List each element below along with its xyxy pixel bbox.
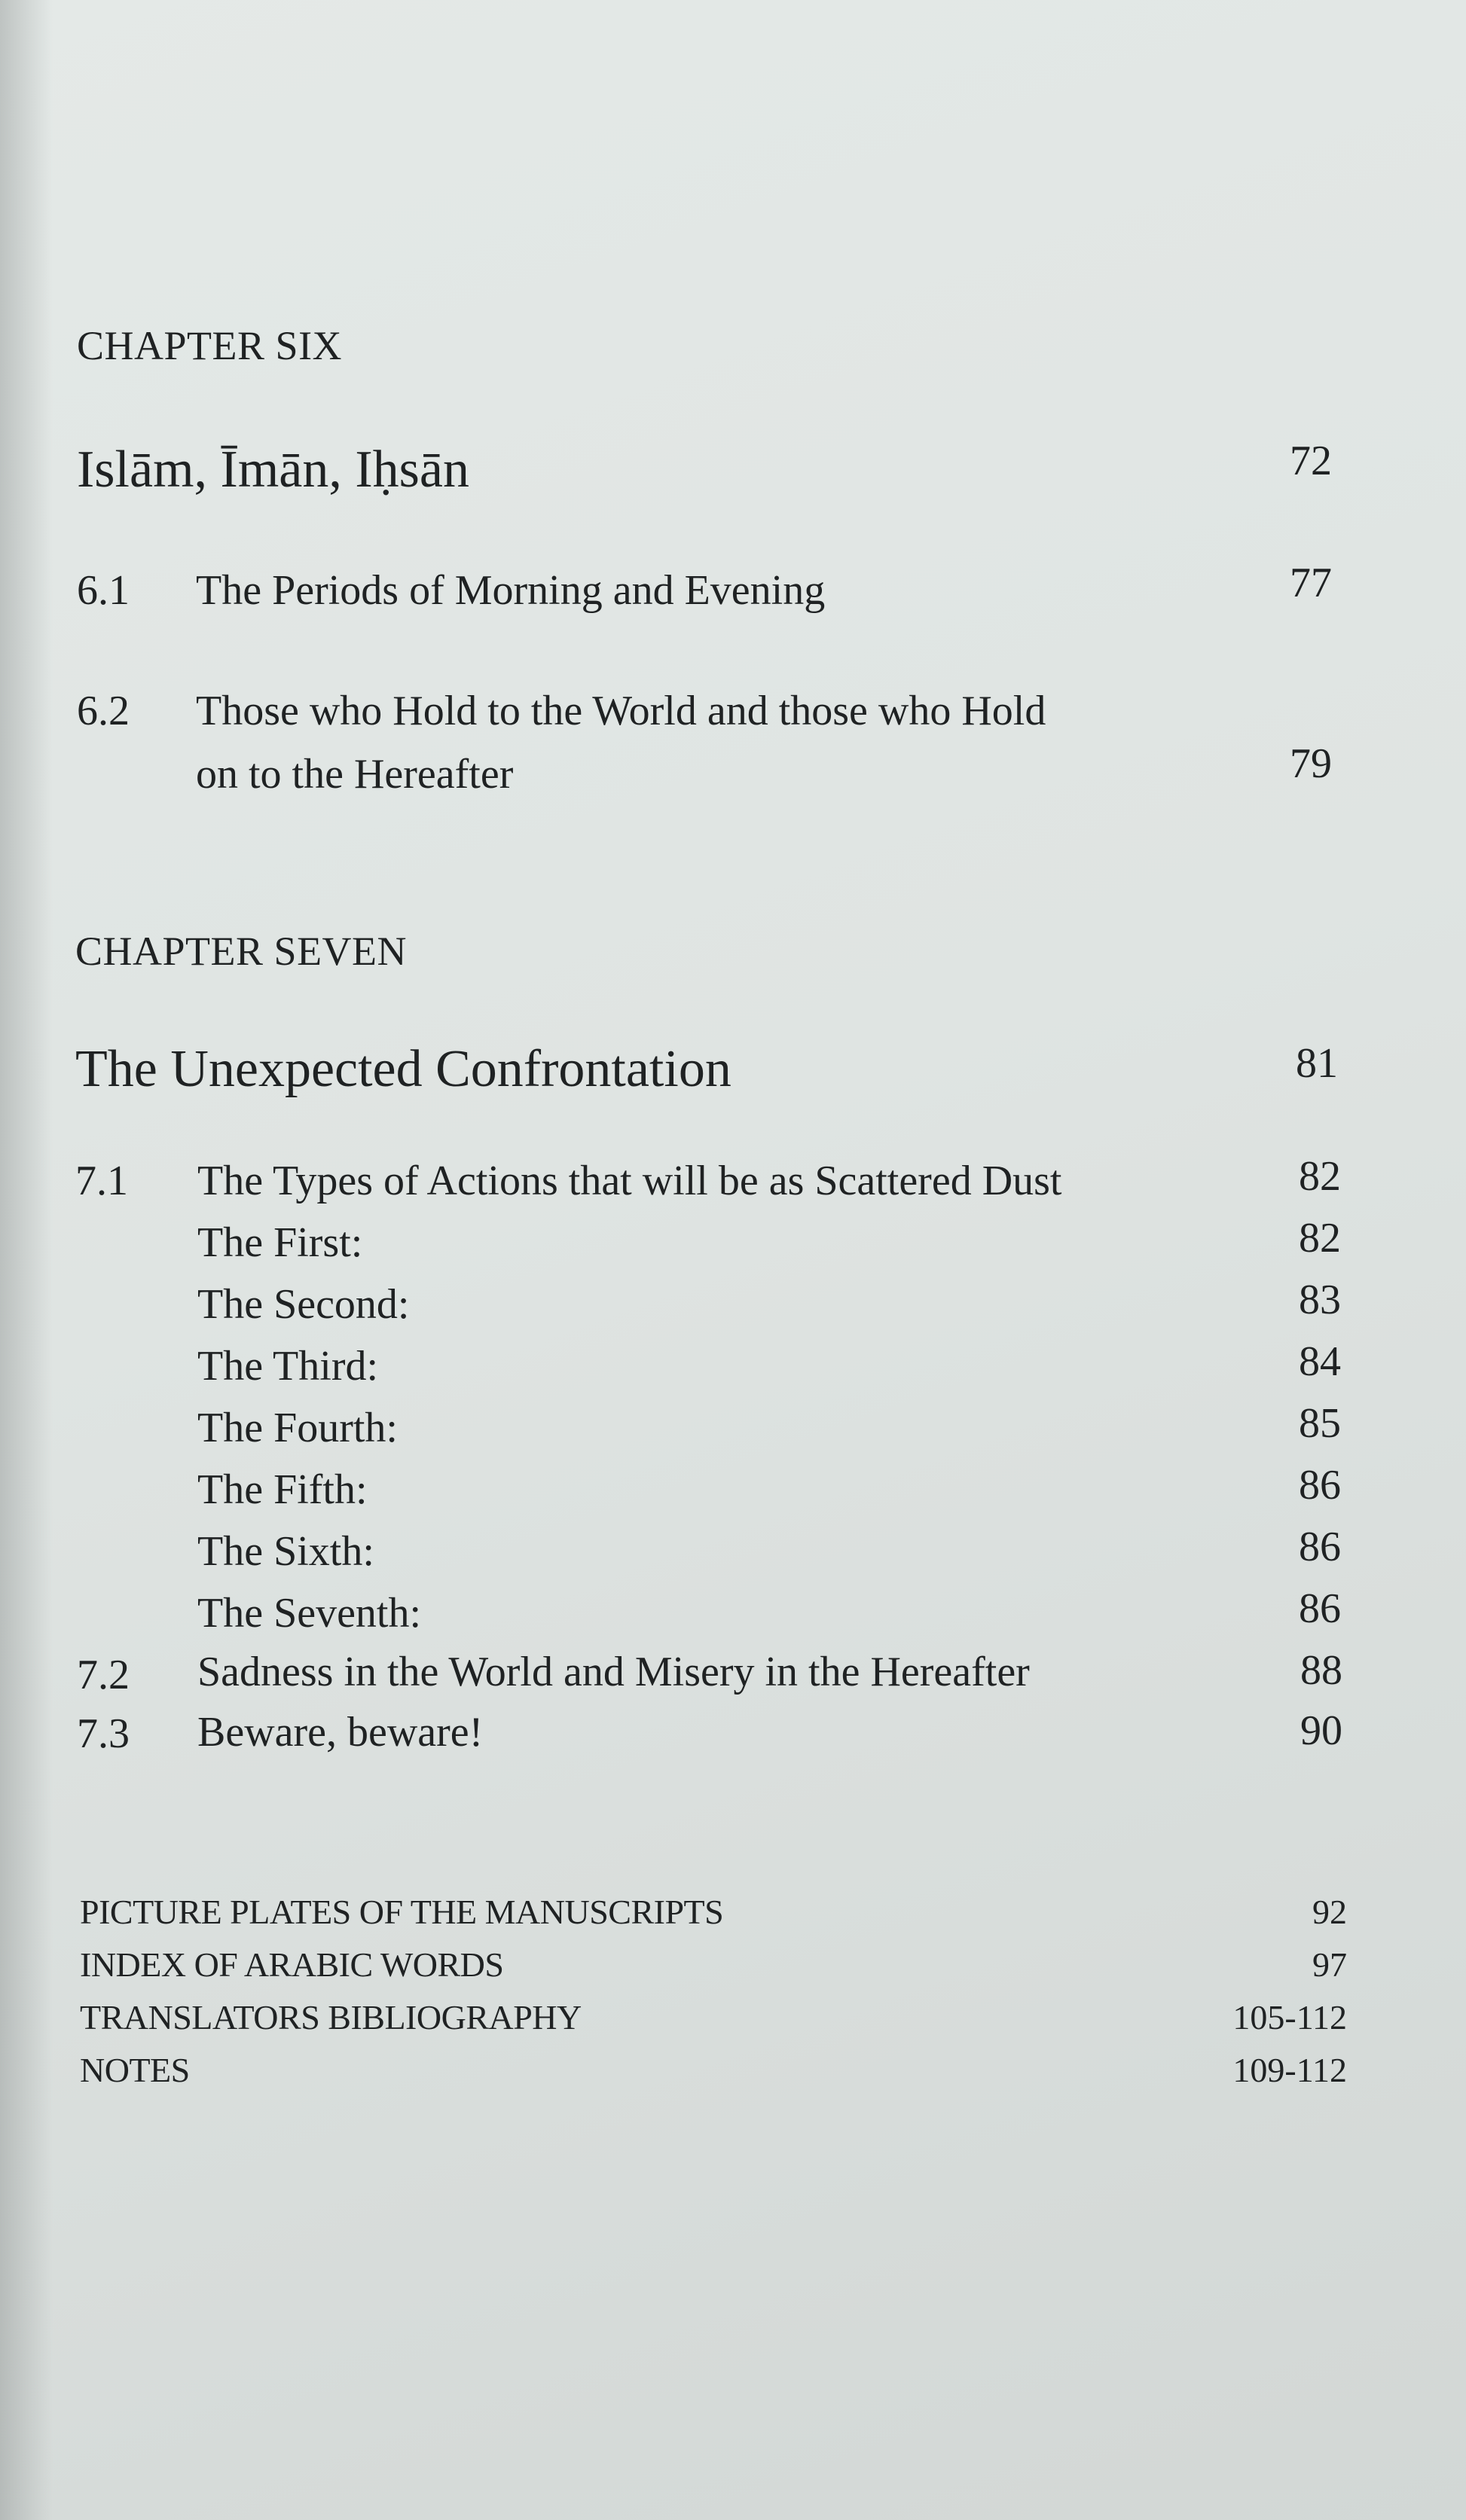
back-matter-bibliography-page: 105-112 <box>1232 1998 1347 2036</box>
section-6-2-page: 79 <box>1290 740 1332 787</box>
subsection-fourth-page: 85 <box>1299 1400 1341 1447</box>
section-6-1-page: 77 <box>1290 560 1332 606</box>
subsection-second-title: The Second: <box>197 1281 410 1328</box>
subsection-seventh-page: 86 <box>1299 1585 1341 1632</box>
chapter-six-page: 72 <box>1290 438 1332 484</box>
back-matter-bibliography-title: TRANSLATORS BIBLIOGRAPHY <box>80 1998 582 2036</box>
subsection-first-page: 82 <box>1299 1215 1341 1262</box>
section-6-1-number: 6.1 <box>77 567 130 614</box>
section-7-3-number: 7.3 <box>77 1710 130 1757</box>
back-matter-notes-page: 109-112 <box>1232 2051 1347 2089</box>
chapter-six-label: CHAPTER SIX <box>77 323 343 368</box>
section-7-1-page: 82 <box>1299 1153 1341 1200</box>
back-matter-notes-title: NOTES <box>80 2051 190 2089</box>
subsection-second-page: 83 <box>1299 1277 1341 1323</box>
subsection-sixth-title: The Sixth: <box>197 1528 374 1575</box>
chapter-seven-page: 81 <box>1296 1040 1338 1087</box>
chapter-seven-title: The Unexpected Confrontation <box>75 1040 731 1098</box>
subsection-sixth-page: 86 <box>1299 1524 1341 1570</box>
subsection-seventh-title: The Seventh: <box>197 1590 422 1637</box>
subsection-fourth-title: The Fourth: <box>197 1405 398 1451</box>
section-7-3-page: 90 <box>1300 1707 1342 1754</box>
chapter-seven-label: CHAPTER SEVEN <box>75 929 408 974</box>
subsection-third-page: 84 <box>1299 1338 1341 1385</box>
back-matter-plates-page: 92 <box>1312 1893 1347 1931</box>
section-6-2-title-line2: on to the Hereafter <box>196 751 514 798</box>
subsection-fifth-page: 86 <box>1299 1462 1341 1509</box>
back-matter-index-title: INDEX OF ARABIC WORDS <box>80 1945 504 1984</box>
section-7-1-title: The Types of Actions that will be as Scattered Dust <box>197 1158 1062 1204</box>
section-6-1-title: The Periods of Morning and Evening <box>196 567 826 614</box>
subsection-third-title: The Third: <box>197 1343 379 1390</box>
section-7-2-number: 7.2 <box>77 1652 130 1698</box>
section-7-3-title: Beware, beware! <box>197 1709 484 1756</box>
section-7-2-title: Sadness in the World and Misery in the Hereafter <box>197 1649 1030 1695</box>
back-matter-plates-title: PICTURE PLATES OF THE MANUSCRIPTS <box>80 1893 724 1931</box>
section-7-1-number: 7.1 <box>75 1158 128 1204</box>
subsection-first-title: The First: <box>197 1219 363 1266</box>
section-6-2-number: 6.2 <box>77 688 130 734</box>
chapter-six-title: Islām, Īmān, Iḥsān <box>77 441 469 499</box>
subsection-fifth-title: The Fifth: <box>197 1466 368 1513</box>
section-6-2-title-line1: Those who Hold to the World and those who Hold <box>196 688 1046 734</box>
back-matter-index-page: 97 <box>1312 1945 1347 1984</box>
section-7-2-page: 88 <box>1300 1647 1342 1694</box>
